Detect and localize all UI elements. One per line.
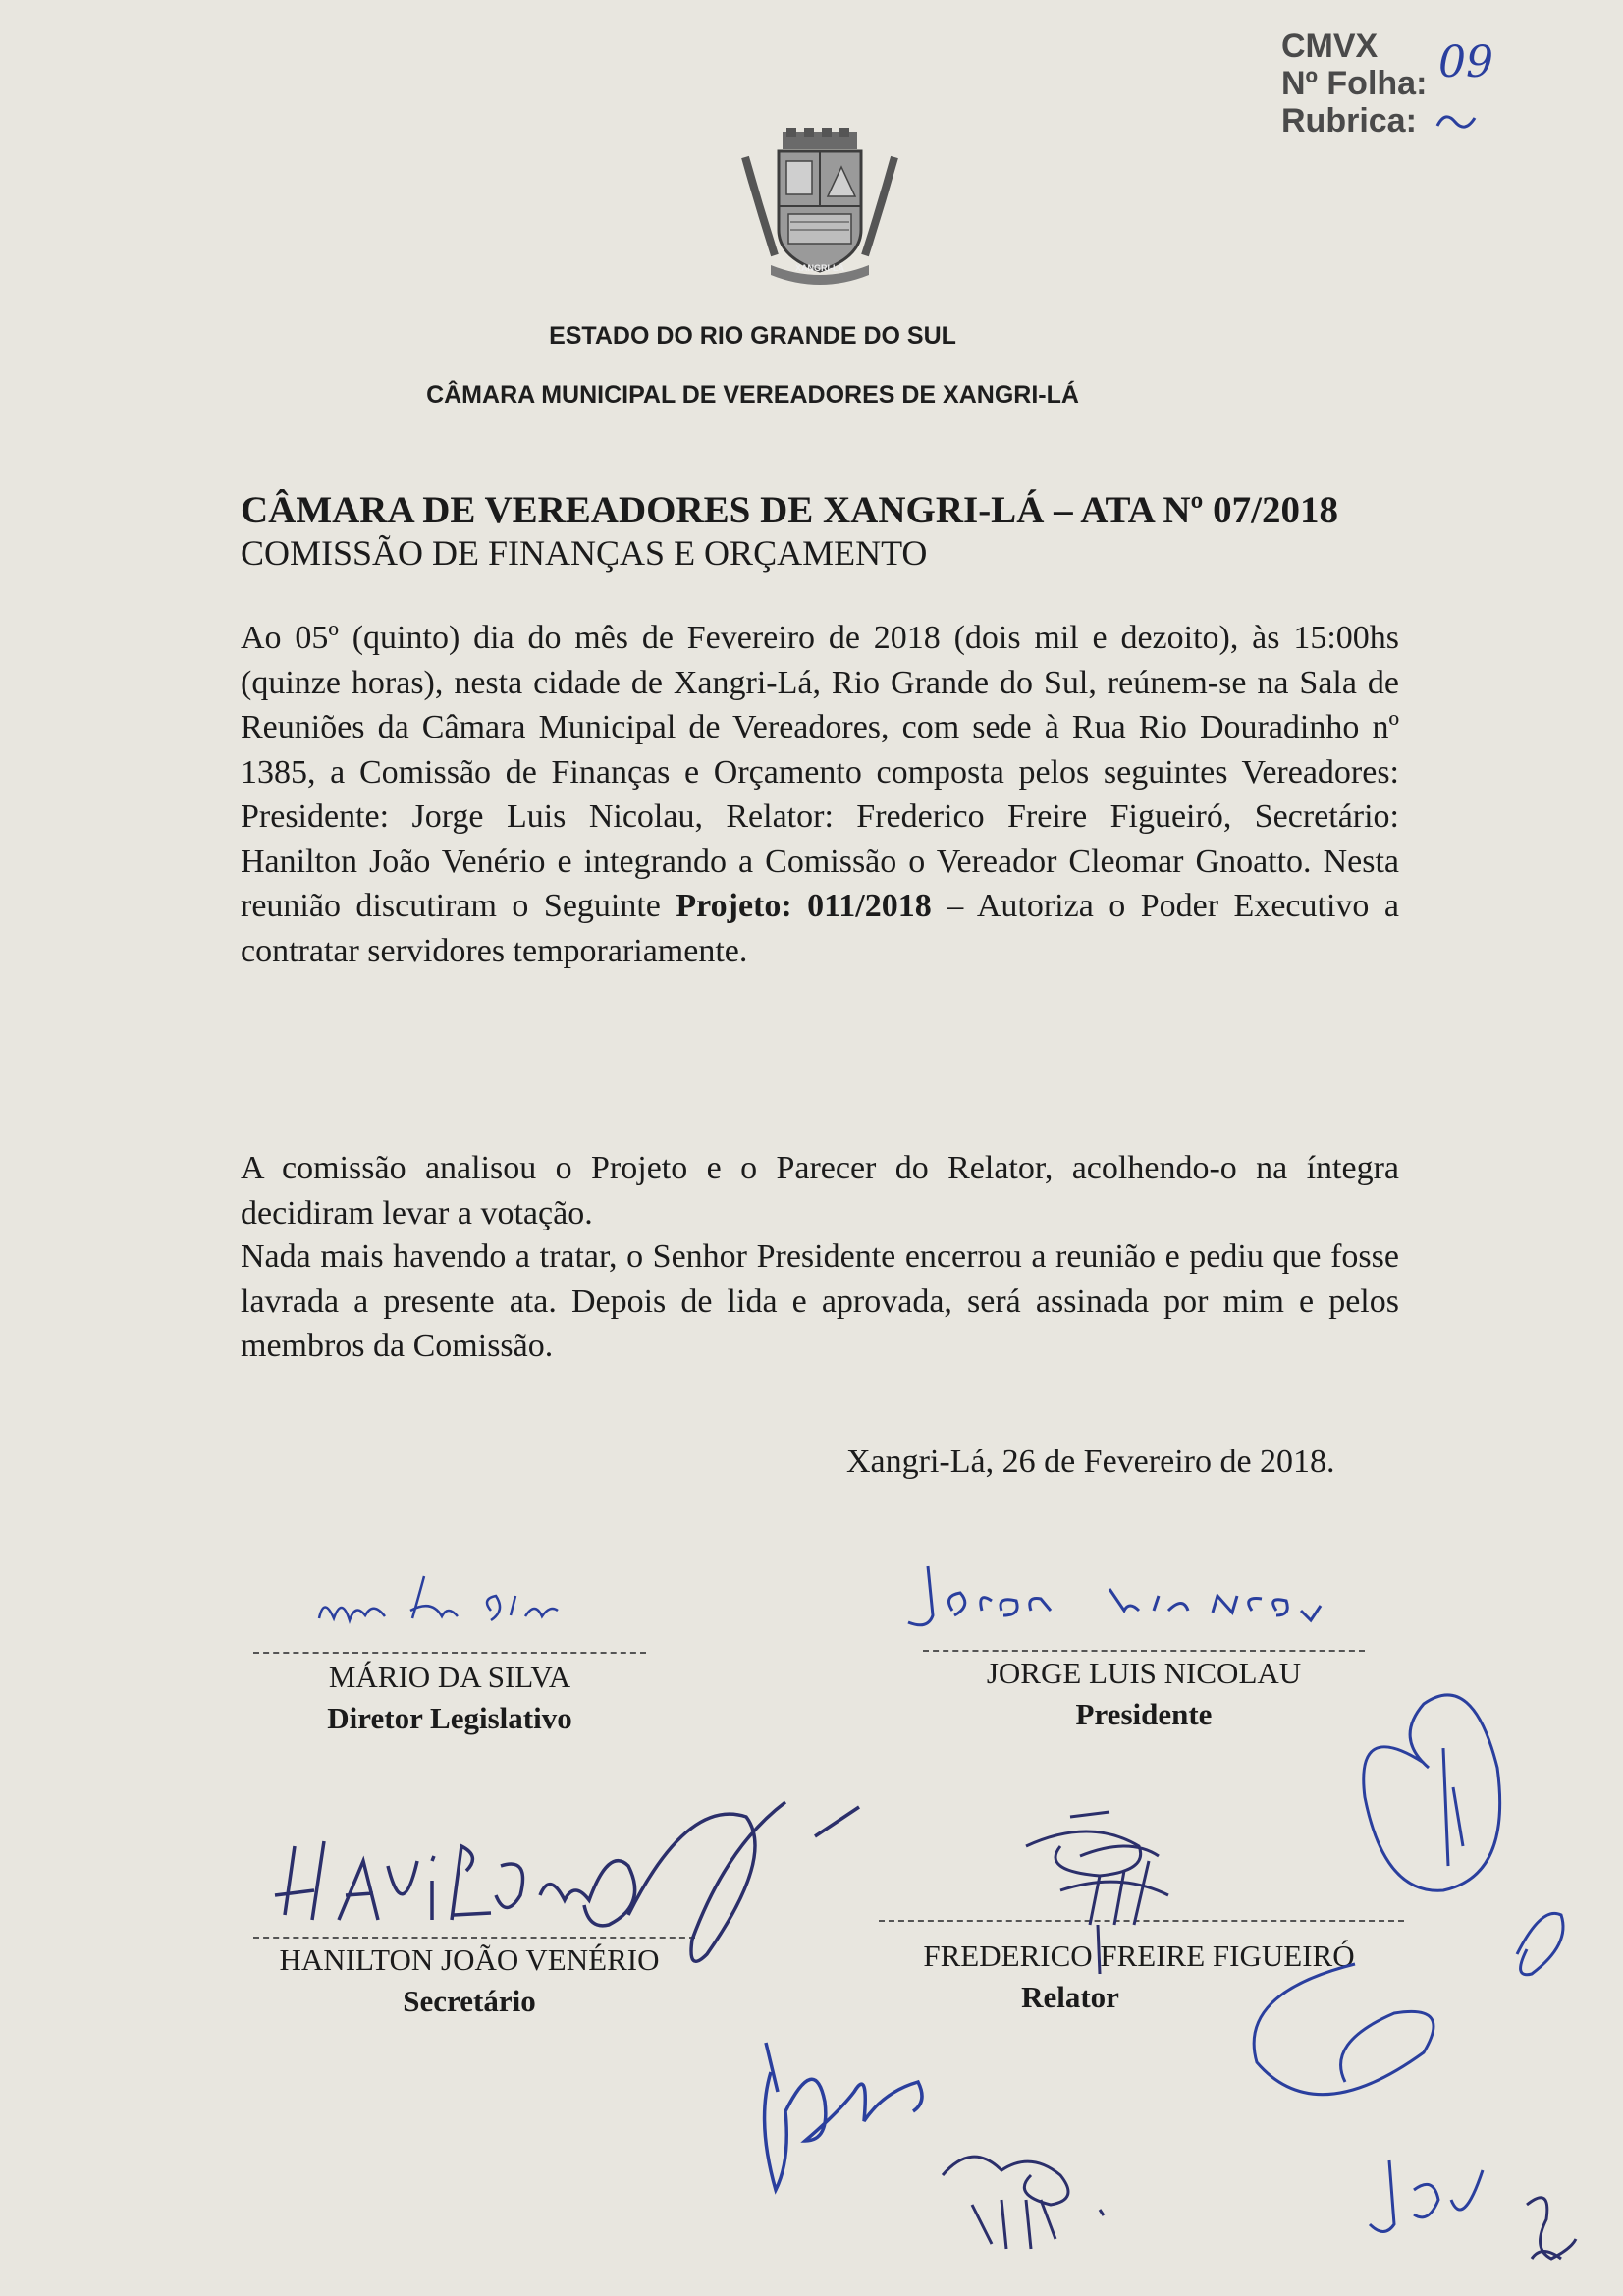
signature-ink-small-right [1517, 1913, 1563, 1974]
signature-ink-jorge [908, 1566, 1321, 1625]
signature-ink-swoosh [1254, 1964, 1434, 2095]
document-title: CÂMARA DE VEREADORES DE XANGRI-LÁ – ATA Nº 07/2018 [241, 489, 1338, 531]
paragraph-closing: Nada mais havendo a tratar, o Senhor Presidente encerrou a reunião e pediu que fosse lavrada a presente ata. Depois de lida e aprovada, será assinada por mim e pelos membros da Comissão. [241, 1238, 1399, 1364]
signature-ink-lower-middle [765, 2043, 922, 2190]
state-heading: ESTADO DO RIO GRANDE DO SUL [549, 322, 956, 350]
document-subtitle: COMISSÃO DE FINANÇAS E ORÇAMENTO [241, 533, 928, 573]
signature-role-jorge: Presidente [1075, 1697, 1213, 1731]
stamp-line-rubrica: Rubrica: [1281, 102, 1417, 139]
paragraph-meeting-end: – Autoriza o Poder Executivo a contratar servidores temporariamente. [241, 888, 1399, 969]
signature-role-frederico: Relator [1021, 1980, 1119, 2014]
signature-name-mario: MÁRIO DA SILVA [328, 1660, 571, 1694]
paragraph-analysis: A comissão analisou o Projeto e o Parecer do Relator, acolhendo-o na íntegra decidiram levar a votação. [241, 1150, 1399, 1231]
project-number: Projeto: 011/2018 [676, 888, 932, 924]
signature-ink-bottom [943, 2157, 1104, 2249]
signature-role-mario: Diretor Legislativo [327, 1701, 572, 1735]
stamp-line-folha: Nº Folha: [1281, 65, 1428, 102]
stamp-folha-number: 09 [1438, 37, 1493, 87]
paragraph-meeting-start: Ao 05º (quinto) dia do mês de Fevereiro de 2018 (dois mil e dezoito), às 15:00hs (quinze horas), nesta cidade de Xangri-Lá, Rio Grande do Sul, reúnem-se na Sala de Reuniões da Câmara Municipal de Vereadores, com sede à Rua Rio Douradinho nº 1385, a Comissão de Finanças e Orçamento composta pelos seguintes Vereadores: Presidente: Jorge Luis Nicolau, Relator: Frederico Freire Figueiró, Secretário: Hanilton João Venério e integrando a Comissão o Vereador Cleomar Gnoatto. Nesta reunião discutiram o Seguinte [241, 620, 1399, 924]
crest-label: XANGRI-LÁ [795, 263, 844, 273]
signature-ink-initials [1370, 2160, 1483, 2232]
signature-name-frederico: FREDERICO FREIRE FIGUEIRÓ [923, 1939, 1355, 1973]
stamp-line-cmvx: CMVX [1281, 27, 1379, 65]
signature-ink-oval [1364, 1695, 1500, 1890]
signature-name-jorge: JORGE LUIS NICOLAU [986, 1656, 1302, 1690]
date-line: Xangri-Lá, 26 de Fevereiro de 2018. [846, 1444, 1335, 1480]
signature-name-hanilton: HANILTON JOÃO VENÉRIO [279, 1942, 660, 1977]
chamber-heading: CÂMARA MUNICIPAL DE VEREADORES DE XANGRI-LÁ [426, 381, 1079, 409]
signature-ink-hanilton [275, 1802, 859, 1961]
signature-ink-frederico [1026, 1812, 1168, 1974]
signature-role-hanilton: Secretário [403, 1984, 536, 2018]
signature-ink-mario [319, 1576, 558, 1620]
signature-ink-corner [1527, 2198, 1576, 2259]
